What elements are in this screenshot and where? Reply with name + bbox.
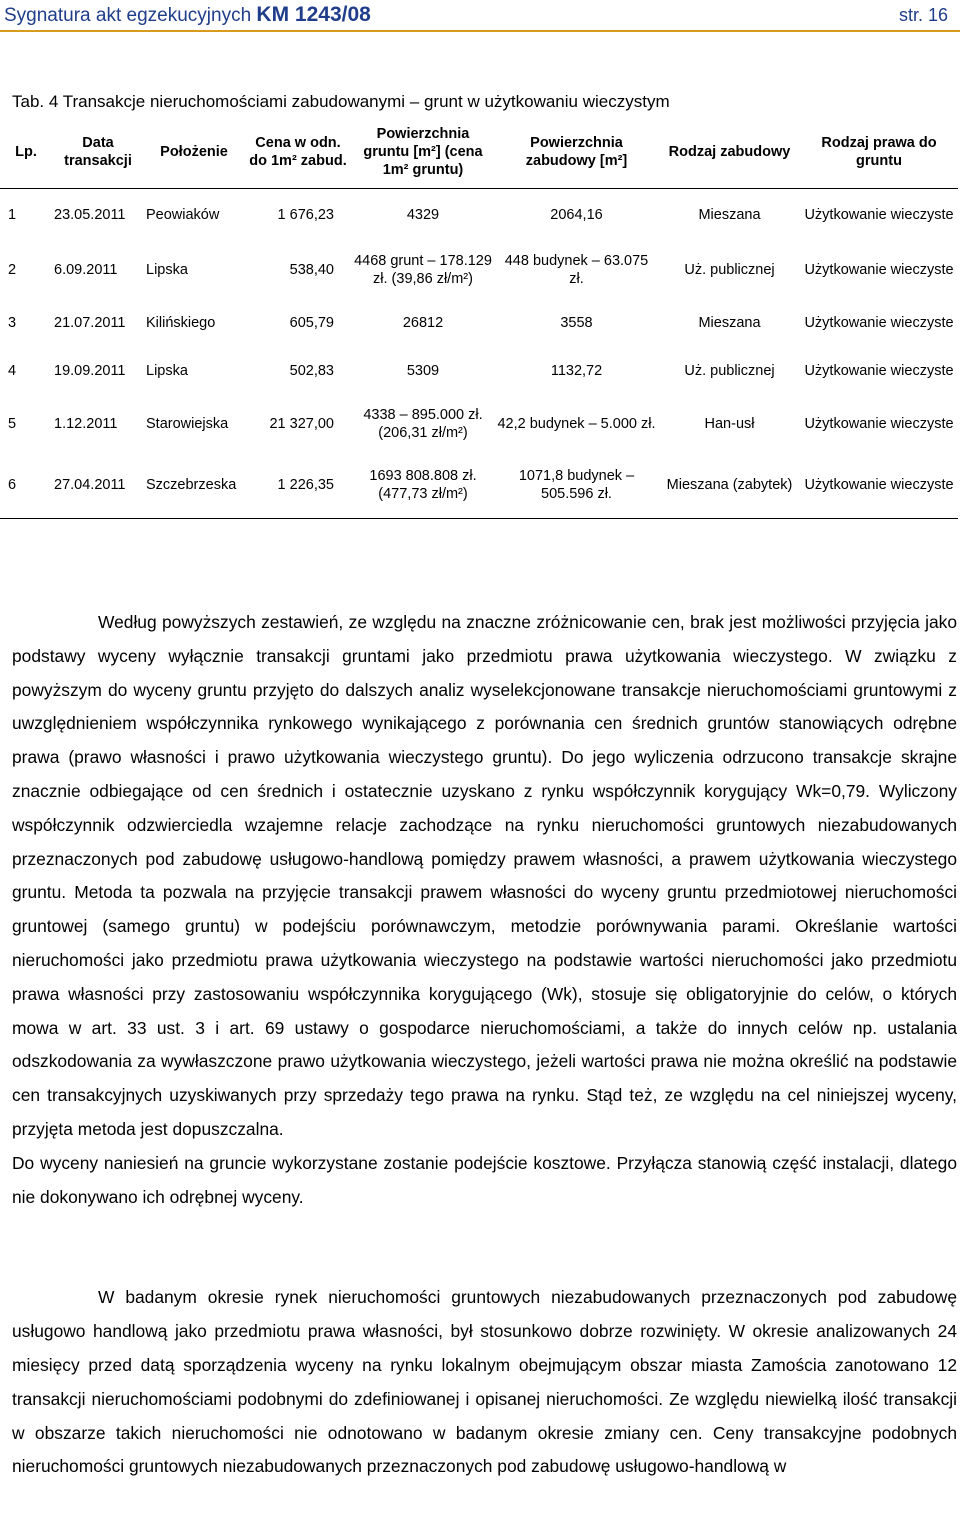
row-date: 19.09.2011 <box>54 362 126 379</box>
row-land-area: 4338 – 895.000 zł. (206,31 zł/m²) <box>363 406 483 441</box>
row-location: Kilińskiego <box>146 314 216 331</box>
row-lp: 4 <box>8 362 17 379</box>
row-land-right: Użytkowanie wieczyste <box>804 415 954 432</box>
paragraph-3: W badanym okresie rynek nieruchomości gruntowych niezabudowanych przeznaczonych pod zabudowę usługowo handlową jako przedmiotu prawa własności, był stosunkowo dobrze rozwinięty. W okresie analizowanych 24 miesięcy przed datą sporządzenia wyceny na rynku lokalnym obejmującym obszar miasta Zamościa zanotowano 12 transakcji nieruchomościami podobnymi do zdefiniowanej i opisanej nieruchomości. Ze względu niewielką ilość transakcji w obszarze takich nieruchomości nie odnotowano w badanym okresie zmiany cen. Ceny transakcyjne podobnych nieruchomości gruntowych niezabudowanych przeznaczonych pod zabudowę usługowo-handlową w <box>12 1287 957 1477</box>
row-land-right: Użytkowanie wieczyste <box>804 314 954 331</box>
header-location: Położenie <box>160 144 228 160</box>
table-row <box>0 395 958 453</box>
header-lp: Lp. <box>15 144 37 160</box>
row-lp: 2 <box>8 261 17 278</box>
row-date: 1.12.2011 <box>54 415 118 432</box>
row-building-type: Uż. publicznej <box>684 261 775 278</box>
table-row <box>0 241 958 299</box>
row-land-area: 5309 <box>406 362 440 379</box>
header-land-area: Powierzchnia gruntu [m²] (cena 1m² gruntu) <box>363 126 483 178</box>
row-date: 27.04.2011 <box>54 477 126 494</box>
row-lp: 5 <box>8 415 17 432</box>
page-header <box>0 0 960 32</box>
row-building-type: Mieszana <box>698 206 761 223</box>
table-row <box>0 347 958 395</box>
row-location: Lipska <box>146 362 188 379</box>
body-text <box>12 606 957 1484</box>
row-built-area: 2064,16 <box>550 206 603 223</box>
table-row <box>0 453 958 519</box>
row-building-type: Mieszana (zabytek) <box>666 477 793 494</box>
row-location: Szczebrzeska <box>146 477 237 494</box>
row-building-type: Uż. publicznej <box>684 362 775 379</box>
row-lp: 1 <box>8 206 17 223</box>
row-land-right: Użytkowanie wieczyste <box>804 362 954 379</box>
row-price: 538,40 <box>289 261 334 278</box>
row-price: 1 226,35 <box>277 477 334 494</box>
row-building-type: Han-usł <box>704 415 755 432</box>
row-land-right: Użytkowanie wieczyste <box>804 206 954 223</box>
row-price: 605,79 <box>289 314 334 331</box>
page-number: str. 16 <box>898 5 948 25</box>
table-header-row <box>0 116 958 189</box>
header-building-type: Rodzaj zabudowy <box>668 144 791 160</box>
row-lp: 3 <box>8 314 17 331</box>
row-built-area: 42,2 budynek – 5.000 zł. <box>497 415 656 432</box>
header-built-area: Powierzchnia zabudowy [m²] <box>525 135 628 169</box>
row-date: 23.05.2011 <box>54 206 126 223</box>
row-location: Lipska <box>146 261 188 278</box>
row-land-area: 1693 808.808 zł. (477,73 zł/m²) <box>369 468 477 503</box>
row-land-right: Użytkowanie wieczyste <box>804 477 954 494</box>
row-price: 21 327,00 <box>269 415 334 432</box>
transactions-table <box>0 116 958 519</box>
row-location: Peowiaków <box>146 206 220 223</box>
case-signature <box>4 3 371 27</box>
header-price: Cena w odn. do 1m² zabud. <box>249 135 347 169</box>
table-caption: Tab. 4 Transakcje nieruchomościami zabudowanymi – grunt w użytkowaniu wieczystym <box>12 92 670 111</box>
table-row <box>0 189 958 241</box>
row-lp: 6 <box>8 477 17 494</box>
row-building-type: Mieszana <box>698 314 761 331</box>
row-built-area: 3558 <box>560 314 593 331</box>
header-date: Data transakcji <box>64 135 132 169</box>
row-location: Starowiejska <box>146 415 229 432</box>
header-land-right: Rodzaj prawa do gruntu <box>821 135 937 169</box>
row-land-right: Użytkowanie wieczyste <box>804 261 954 278</box>
table-row <box>0 299 958 347</box>
row-built-area: 448 budynek – 63.075 zł. <box>504 252 649 287</box>
row-price: 1 676,23 <box>277 206 334 223</box>
row-land-area: 4468 grunt – 178.129 zł. (39,86 zł/m²) <box>354 252 492 287</box>
case-number: KM 1243/08 <box>256 3 371 26</box>
row-land-area: 26812 <box>402 314 444 331</box>
row-built-area: 1132,72 <box>550 362 603 379</box>
paragraph-1: Według powyższych zestawień, ze względu na znaczne zróżnicowanie cen, brak jest możliwości przyjęcia jako podstawy wyceny wyłącznie transakcji gruntami jako przedmiotu prawa użytkowania wieczystego. W związku z powyższym do wyceny gruntu przyjęto do dalszych analiz wyselekcjonowane transakcje nieruchomościami gruntowymi z uwzględnieniem współczynnika rynkowego wynikającego z porównania cen średnich gruntów stanowiących odrębne prawa (prawo własności i prawo użytkowania wieczystego gruntu). Do jego wyliczenia odrzucono transakcje skrajne znacznie odbiegające od cen średnich i ostatecznie uzyskano z rynku współczynnik korygujący Wk=0,79. Wyliczony współczynnik odzwierciedla wzajemne relacje zachodzące na rynku nieruchomości gruntowych niezabudowanych przeznaczonych pod zabudowę usługowo-handlową pomiędzy prawem własności, a prawem użytkowania wieczystego gruntu. Metoda ta pozwala na przyjęcie transakcji prawem własności do wyceny gruntu przedmiotowej nieruchomości gruntowej (samego gruntu) w podejściu porównawczym, metodzie porównywania parami. Określanie wartości nieruchomości jako przedmiotu prawa użytkowania wieczystego na podstawie wartości nieruchomości jako przedmiotu prawa własności przy zastosowaniu współczynnika korygującego (Wk), stosuje się obligatoryjnie do celów, o których mowa w art. 33 ust. 3 i art. 69 ustawy o gospodarce nieruchomościami, a także do innych celów np. ustalania odszkodowania za wywłaszczone prawo użytkowania wieczystego, jeżeli wartości prawa nie można określić na podstawie cen transakcyjnych uzyskiwanych przy sprzedaży tego prawa na rynku. Stąd też, ze względu na cel niniejszej wyceny, przyjęta metoda jest dopuszczalna. <box>12 612 957 1139</box>
row-price: 502,83 <box>289 362 334 379</box>
signature-label: Sygnatura akt egzekucyjnych <box>4 5 252 26</box>
row-land-area: 4329 <box>406 206 440 223</box>
row-built-area: 1071,8 budynek – 505.596 zł. <box>518 468 635 503</box>
row-date: 21.07.2011 <box>54 314 126 331</box>
paragraph-2: Do wyceny naniesień na gruncie wykorzystane zostanie podejście kosztowe. Przyłącza stanowią część instalacji, dlatego nie dokonywano ich odrębnej wyceny. <box>12 1152 957 1207</box>
row-date: 6.09.2011 <box>54 261 118 278</box>
